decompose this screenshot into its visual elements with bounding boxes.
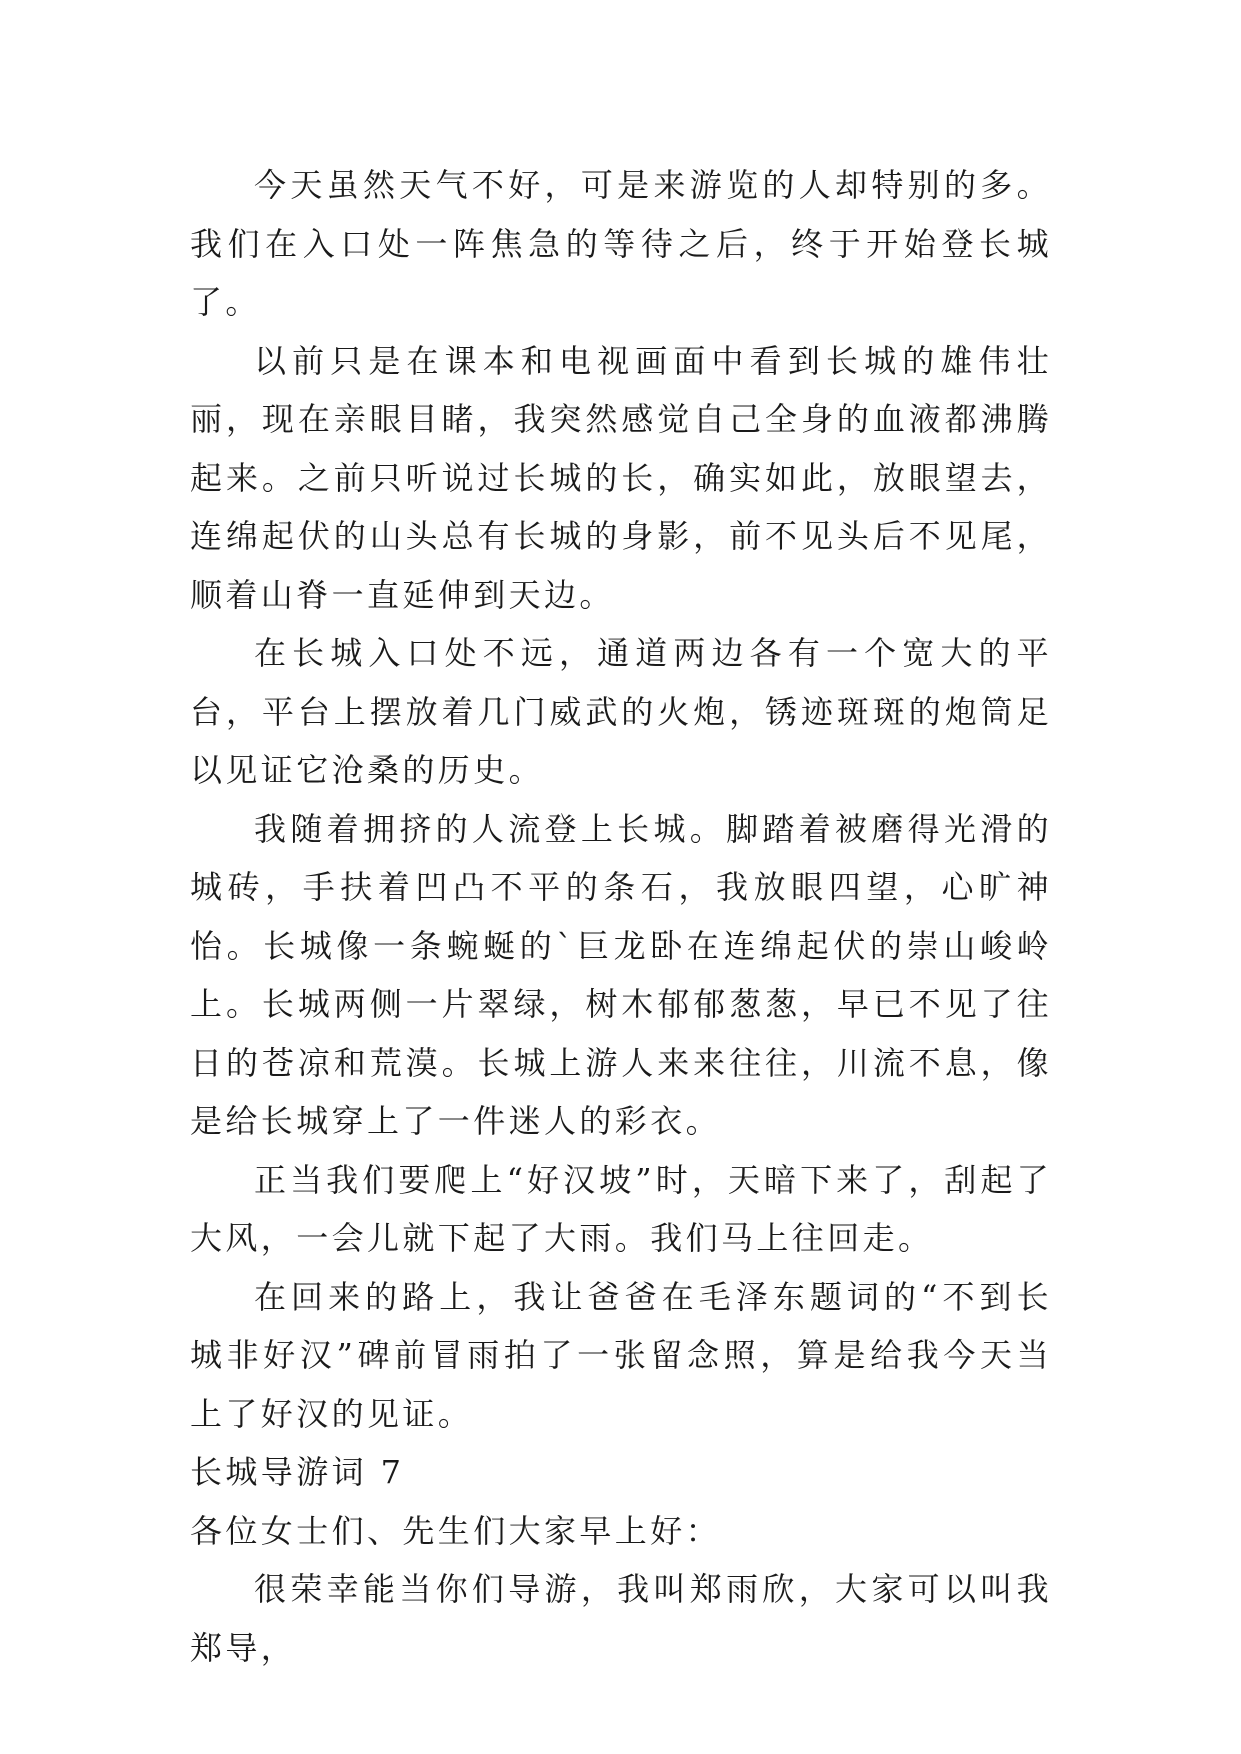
paragraph-waiting-entrance: 今天虽然天气不好，可是来游览的人却特别的多。我们在入口处一阵焦急的等待之后，终于开始登长城了。 [190, 166, 1052, 321]
paragraph-cannon-platform: 在长城入口处不远，通道两边各有一个宽大的平台，平台上摆放着几门威武的火炮，锈迹斑斑的炮筒足以见证它沧桑的历史。 [190, 634, 1052, 789]
paragraph-photo: 在回来的路上，我让爸爸在毛泽东题词的“不到长城非好汉”碑前冒雨拍了一张留念照，算是给我今天当上了好汉的见证。 [190, 1277, 1052, 1433]
paragraph-rain: 正当我们要爬上“好汉坡”时，天暗下来了，刮起了大风，一会儿就下起了大雨。我们马上往回走。 [190, 1160, 1052, 1257]
document-body [190, 156, 1052, 1677]
paragraph-first-sight: 以前只是在课本和电视画面中看到长城的雄伟壮丽，现在亲眼目睹，我突然感觉自己全身的血液都沸腾起来。之前只听说过长城的长，确实如此，放眼望去，连绵起伏的山头总有长城的身影，前不见头后不见尾，顺着山脊一直延伸到天边。 [190, 341, 1052, 614]
greeting-line: 各位女士们、先生们大家早上好： [190, 1511, 722, 1550]
paragraph-guide-intro: 很荣幸能当你们导游，我叫郑雨欣，大家可以叫我郑导， [190, 1570, 1052, 1667]
paragraph-climbing: 我随着拥挤的人流登上长城。脚踏着被磨得光滑的城砖，手扶着凹凸不平的条石，我放眼四望，心旷神怡。长城像一条蜿蜒的`巨龙卧在连绵起伏的崇山峻岭上。长城两侧一片翠绿，树木郁郁葱葱，早已不见了往日的苍凉和荒漠。长城上游人来来往往，川流不息，像是给长城穿上了一件迷人的彩衣。 [190, 809, 1052, 1140]
section-heading: 长城导游词 7 [190, 1453, 405, 1491]
